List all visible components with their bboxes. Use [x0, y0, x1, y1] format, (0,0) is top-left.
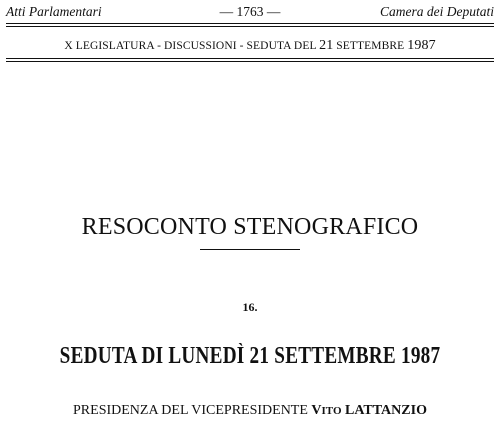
president-surname: LATTANZIO: [341, 403, 427, 418]
session-number: 16.: [242, 300, 258, 314]
session-rule-top: [6, 58, 494, 59]
header-rule-bottom: [6, 26, 494, 27]
session-line-day: 21: [319, 38, 334, 53]
chamber-name: Camera dei Deputati: [380, 4, 494, 19]
publication-title: Atti Parlamentari: [6, 4, 102, 19]
presidency-role: PRESIDENZA DEL VICEPRESIDENTE: [73, 403, 312, 418]
session-line-year: 1987: [407, 38, 436, 53]
presidency-line: [0, 403, 500, 419]
session-line-text: X LEGISLATURA - DISCUSSIONI - SEDUTA DEL: [64, 40, 320, 52]
report-title: RESOCONTO STENOGRAFICO: [81, 214, 419, 240]
page-number: — 1763 —: [219, 4, 281, 19]
president-first-initial: V: [311, 403, 322, 418]
session-rule-bottom: [6, 61, 494, 62]
session-line: [0, 38, 500, 54]
header-rule-top: [6, 23, 494, 24]
president-name: [311, 403, 427, 418]
session-line-month: SETTEMBRE: [333, 40, 408, 52]
president-first-rest: ITO: [321, 405, 342, 417]
title-underline: [200, 249, 300, 250]
running-head: [6, 4, 494, 22]
session-date-heading: SEDUTA DI LUNEDÌ 21 SETTEMBRE 1987: [59, 343, 441, 369]
